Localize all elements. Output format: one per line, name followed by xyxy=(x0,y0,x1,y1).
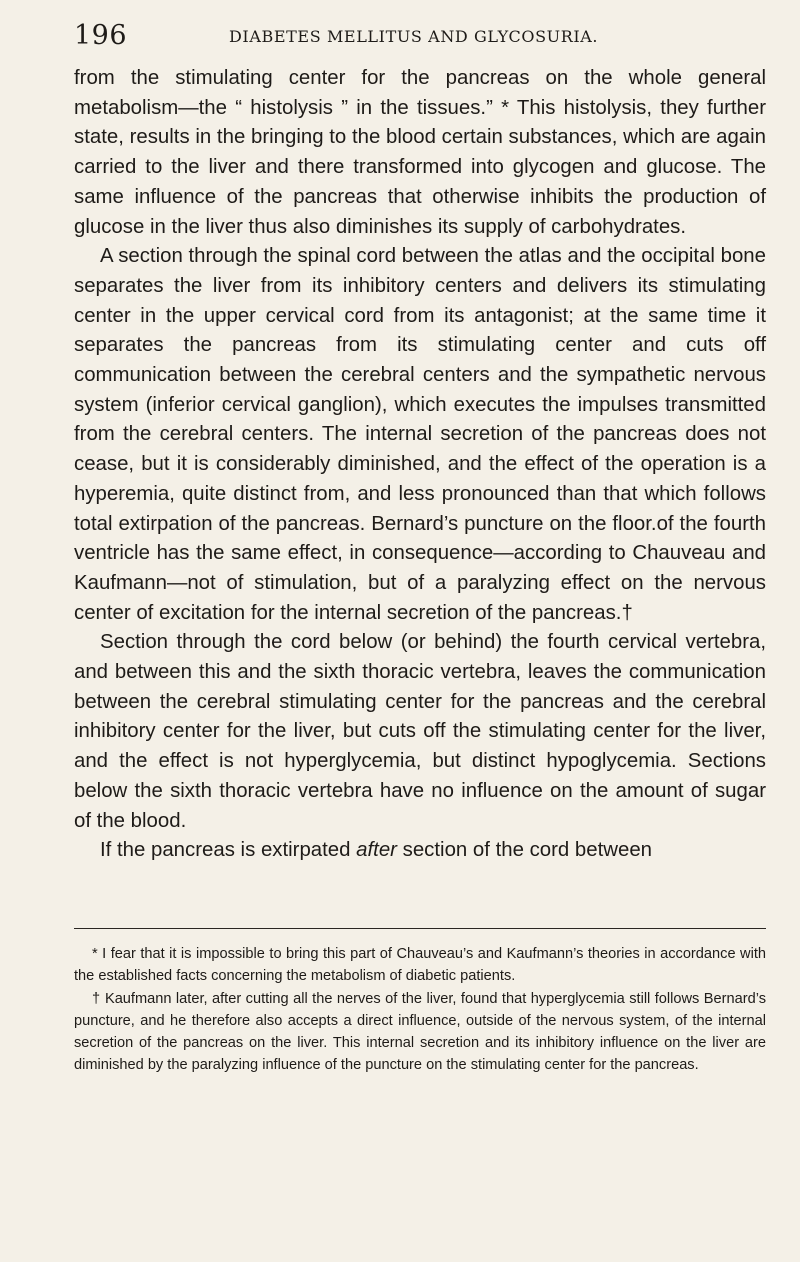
footnote-dagger: † Kaufmann later, after cutting all the nerves of the liver, found that hyperglycemia still follows Bernard’s puncture, and he therefore also accepts a direct influence, outside of the nervous system, of the internal secretion of the pancreas on the liver. This internal secretion and its inhibitory influence on the liver are diminished by the paralyzing influence of the puncture on the stimulating center for the pancreas. xyxy=(74,990,766,1074)
page-number: 196 xyxy=(74,20,128,51)
paragraph-spinal-section: A section through the spinal cord between the atlas and the occipital bone separates the liver from its inhibitory centers and delivers its stimulating center in the upper cervical cord from its antagonist; at the same time it separates the pancreas from its stimulating center and cuts off communication between the cerebral centers and the sympathetic nervous system (inferior cervical ganglion), which executes the impulses transmitted from the cerebral centers. The internal secretion of the pancreas does not cease, but it is considerably diminished, and the effect of the operation is a hyperemia, quite distinct from, and less pronounced than that which follows total extirpation of the pancreas. Bernard’s puncture on the floor.of the fourth ventricle has the same effect, in consequence—according to Chauveau and Kaufmann—not of stimulation, but of a paralyzing effect on the nervous center of excitation for the internal secretion of the pancreas.† xyxy=(74,245,766,624)
paragraph-extirpation-start: If the pancreas is extirpated xyxy=(100,839,357,862)
footnote-divider xyxy=(74,928,766,929)
emphasis-after: after xyxy=(356,839,397,862)
paragraph-extirpation-end: section of the cord between xyxy=(396,839,653,862)
page-header xyxy=(74,18,766,54)
body-text xyxy=(74,64,766,866)
paragraph-continued: from the stimulating center for the pancreas on the whole general metabolism—the “ histolysis ” in the tissues.” * This histolysis, they further state, results in the bringing to the blood certain substances, which are again carried to the liver and there transformed into glycogen and glucose. The same influence of the pancreas that otherwise inhibits the production of glucose in the liver thus also diminishes its supply of carbohydrates. xyxy=(74,67,766,238)
running-title: DIABETES MELLITUS AND GLYCOSURIA. xyxy=(229,27,599,46)
paragraph-cervical-section: Section through the cord below (or behind) the fourth cervical vertebra, and between this and the sixth thoracic vertebra, leaves the communication between the cerebral stimulating center for the pancreas and the cerebral inhibitory center for the liver, but cuts off the stimulating center for the liver, and the effect is not hyperglycemia, but distinct hypoglycemia. Sections below the sixth thoracic vertebra have no influence on the amount of sugar of the blood. xyxy=(74,631,766,832)
book-page xyxy=(74,0,766,1262)
footnotes xyxy=(74,943,766,1077)
footnote-asterisk: * I fear that it is impossible to bring this part of Chauveau’s and Kaufmann’s theories in accordance with the established facts concerning the metabolism of diabetic patients. xyxy=(74,946,766,985)
paragraph-extirpation xyxy=(74,836,766,866)
